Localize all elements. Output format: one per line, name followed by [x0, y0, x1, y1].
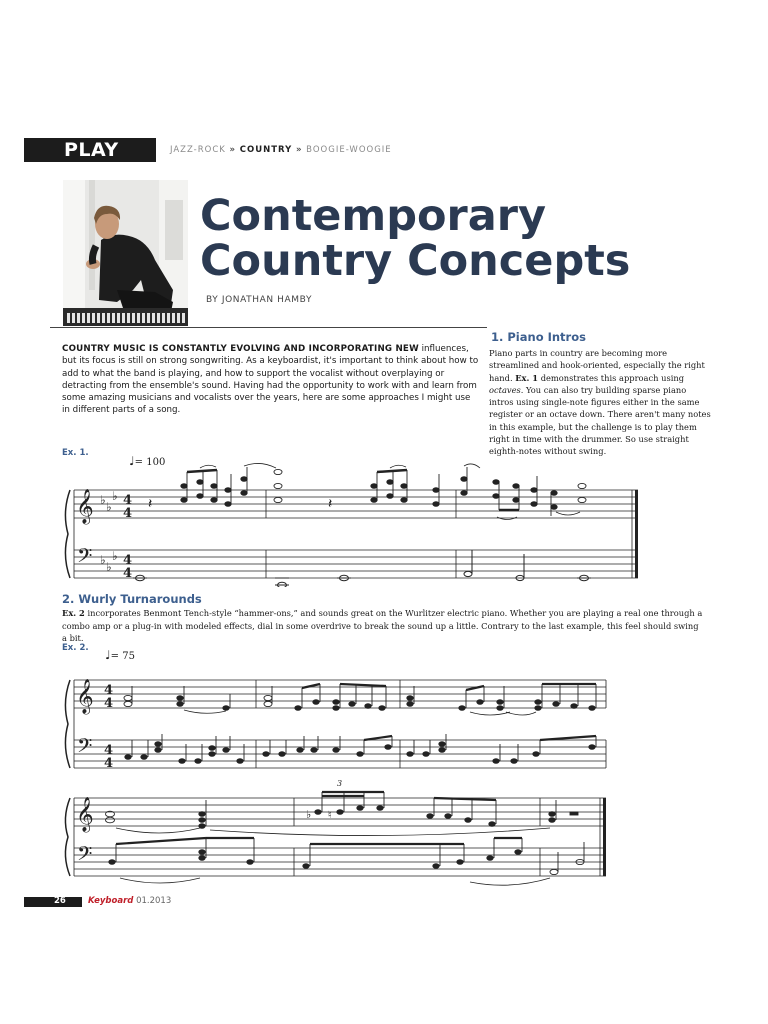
section-2-body [62, 607, 706, 645]
breadcrumb-separator: » [295, 145, 303, 155]
ex-2-time-top: 4 [104, 683, 114, 698]
ex-1-tempo-value: = 100 [134, 457, 166, 468]
svg-text:♭: ♭ [100, 553, 106, 567]
breadcrumb [170, 145, 392, 155]
breadcrumb-item[interactable]: JAZZ-ROCK [170, 145, 226, 155]
section-2-heading: 2. Wurly Turnarounds [62, 592, 202, 606]
title-line-1: Contemporary [200, 191, 547, 241]
lead-caps: COUNTRY MUSIC IS CONSTANTLY EVOLVING AND INCORPORATING NEW [62, 344, 419, 354]
page-number-bar [24, 897, 82, 907]
breadcrumb-current: COUNTRY [239, 145, 293, 155]
ex-2-system-2 [60, 778, 620, 893]
breadcrumb-separator: » [229, 145, 237, 155]
svg-text:𝄽: 𝄽 [328, 496, 333, 512]
svg-text:𝄢: 𝄢 [77, 544, 93, 572]
divider [50, 327, 487, 328]
svg-text:𝄢: 𝄢 [77, 842, 93, 870]
breadcrumb-item[interactable]: BOOGIE-WOOGIE [306, 145, 392, 155]
section-1-body [489, 347, 711, 458]
ex-1-notation [60, 462, 710, 587]
ex-1-tempo: ♩= 100 [129, 454, 166, 468]
section-1-heading: 1. Piano Intros [491, 330, 586, 344]
section-1-text: Piano parts in country are becoming more streamlined and hook-oriented, especially the right hand. [489, 348, 705, 383]
svg-text:♭: ♭ [106, 500, 112, 514]
page-number: 26 [54, 896, 66, 906]
ex-2-time-bottom: 4 [104, 696, 114, 711]
section-1-text: . You can also try building sparse piano intros using single-note figures either in the same register or an octave down. There aren't many notes in this example, but the challenge is to play them right in time with the drummer. So use straight eighth-notes without swing. [489, 384, 711, 457]
ex-2-time-bottom-bass: 4 [104, 756, 114, 771]
article-title [200, 191, 631, 286]
lead-paragraph [62, 343, 480, 417]
byline: BY JONATHAN HAMBY [206, 295, 313, 305]
ex-2-tempo: ♩= 75 [105, 648, 135, 662]
svg-text:𝄞: 𝄞 [76, 797, 94, 832]
svg-text:♭: ♭ [112, 489, 118, 503]
svg-text:♭: ♭ [306, 808, 312, 821]
section-label: PLAY [64, 139, 119, 161]
ex-2-triplet: 3 [337, 779, 343, 788]
section-2-text: incorporates Benmont Tench-style “hammer-ons,” and sounds great on the Wurlitzer electric piano. Whether you are playing a real one through a combo amp or a plug-in with modeled effects, dial in some overdrive to break the sound up a little. Contrary to the last example, this feel should swing a bit. [62, 608, 703, 643]
title-line-2: Country Concepts [200, 236, 631, 286]
ex-2-time-top-bass: 4 [104, 743, 114, 758]
section-1-text: demonstrates this approach using [540, 372, 685, 383]
svg-text:𝄢: 𝄢 [77, 734, 93, 762]
ex-2-tempo-value: = 75 [110, 651, 135, 662]
ex-1-time-bottom: 4 [123, 506, 133, 521]
svg-text:𝄞: 𝄞 [76, 679, 94, 714]
ex-1-time-top-bass: 4 [123, 553, 133, 568]
footer-issue [88, 896, 171, 906]
ex-1-reference: Ex. 1 [515, 372, 539, 383]
svg-text:♭: ♭ [100, 493, 106, 507]
magazine-brand: Keyboard [88, 896, 134, 906]
section-1-emphasis: octaves [489, 384, 521, 395]
svg-text:♭: ♭ [106, 560, 112, 574]
issue-date: 01.2013 [136, 896, 172, 906]
ex-1-time-bottom-bass: 4 [123, 566, 133, 581]
svg-text:𝄞: 𝄞 [76, 489, 94, 524]
ex-1-time-top: 4 [123, 493, 133, 508]
svg-text:𝄽: 𝄽 [148, 496, 153, 512]
ex-2-reference: Ex. 2 [62, 608, 85, 618]
svg-text:♭: ♭ [112, 549, 118, 563]
lead-text: influences, but its focus is still on strong songwriting. As a keyboardist, it's important to think about how to add to what the band is playing, and how to support the vocalist without overplaying or detracting from the ensemble's sound. Having had the opportunity to work with and learn from some amazing musicians and vocalists over the years, here are some approaches I might use in different parts of a song. [62, 344, 479, 416]
ex-2-label: Ex. 2. [62, 643, 89, 653]
ex-2-system-1 [60, 664, 620, 779]
author-photo [63, 180, 188, 326]
ex-1-label: Ex. 1. [62, 448, 89, 458]
section-bar [24, 138, 156, 162]
svg-text:♮: ♮ [328, 810, 332, 821]
